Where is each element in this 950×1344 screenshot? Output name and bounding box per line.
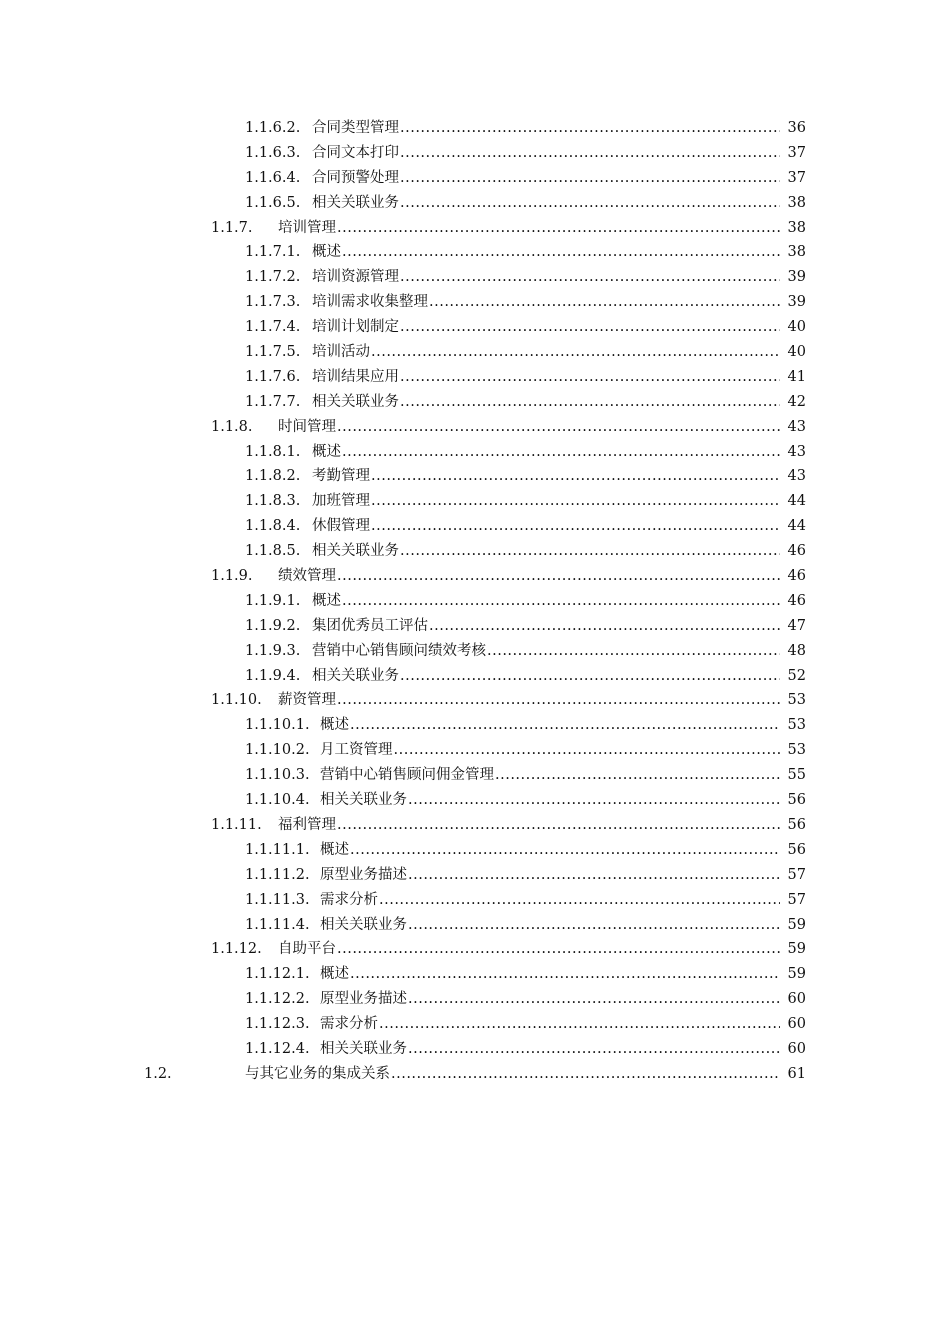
dot-leader	[400, 664, 780, 689]
toc-entry-body	[320, 713, 806, 738]
toc-entry-page-number: 55	[787, 767, 806, 784]
toc-entry[interactable]	[0, 1037, 950, 1062]
toc-entry[interactable]	[0, 440, 950, 465]
toc-entry[interactable]	[0, 813, 950, 838]
toc-entry[interactable]	[0, 415, 950, 440]
toc-entry-number: 1.1.7.2.	[245, 269, 301, 286]
toc-entry-title[interactable]: 薪资管理	[278, 692, 336, 709]
toc-entry[interactable]	[0, 614, 950, 639]
toc-entry-title[interactable]: 月工资管理	[320, 742, 393, 759]
toc-entry-title[interactable]: 合同预警处理	[312, 169, 399, 186]
toc-entry-body	[278, 216, 806, 241]
toc-entry[interactable]	[0, 564, 950, 589]
toc-entry-number: 1.1.9.	[211, 568, 253, 585]
toc-entry-body	[312, 240, 806, 265]
toc-entry-body	[320, 888, 806, 913]
toc-entry-title[interactable]: 培训结果应用	[312, 368, 399, 385]
toc-entry-page-number: 37	[787, 144, 806, 161]
toc-entry[interactable]	[0, 937, 950, 962]
toc-entry[interactable]	[0, 216, 950, 241]
toc-entry-page-number: 43	[787, 468, 806, 485]
dot-leader	[371, 340, 780, 365]
toc-entry-page-number: 56	[787, 841, 806, 858]
toc-entry-title[interactable]: 概述	[312, 592, 341, 609]
toc-entry-body	[312, 514, 806, 539]
toc-entry[interactable]	[0, 738, 950, 763]
toc-entry-title[interactable]: 与其它业务的集成关系	[245, 1065, 390, 1082]
dot-leader	[337, 216, 780, 241]
dot-leader	[337, 813, 780, 838]
dot-leader	[337, 564, 780, 589]
dot-leader	[400, 191, 780, 216]
toc-entry-page-number: 60	[787, 991, 806, 1008]
toc-entry-page-number: 53	[787, 742, 806, 759]
toc-entry-body	[312, 589, 806, 614]
dot-leader	[400, 390, 780, 415]
toc-entry[interactable]	[0, 390, 950, 415]
toc-entry-body	[312, 539, 806, 564]
toc-entry-title[interactable]: 概述	[312, 244, 341, 261]
toc-entry-page-number: 39	[787, 294, 806, 311]
toc-entry-body	[312, 664, 806, 689]
toc-entry-number: 1.1.10.4.	[245, 792, 310, 809]
toc-entry-number: 1.1.7.7.	[245, 393, 301, 410]
toc-entry-title[interactable]: 概述	[320, 717, 349, 734]
toc-entry[interactable]	[0, 589, 950, 614]
toc-entry-title[interactable]: 相关关联业务	[320, 916, 407, 933]
toc-entry-title[interactable]: 培训管理	[278, 219, 336, 236]
toc-entry-number: 1.1.8.	[211, 418, 253, 435]
toc-entry-title[interactable]: 时间管理	[278, 418, 336, 435]
table-of-contents	[0, 116, 950, 1087]
toc-entry-page-number: 37	[787, 169, 806, 186]
toc-entry-number: 1.1.9.4.	[245, 667, 301, 684]
toc-entry-page-number: 42	[787, 393, 806, 410]
toc-entry-title[interactable]: 概述	[320, 966, 349, 983]
toc-entry[interactable]	[0, 713, 950, 738]
toc-entry-title[interactable]: 考勤管理	[312, 468, 370, 485]
dot-leader	[400, 166, 780, 191]
dot-leader	[400, 365, 780, 390]
dot-leader	[350, 838, 780, 863]
toc-entry-number: 1.1.11.2.	[245, 866, 310, 883]
toc-entry-body	[312, 365, 806, 390]
toc-entry-page-number: 44	[787, 493, 806, 510]
toc-entry-number: 1.1.8.3.	[245, 493, 301, 510]
toc-entry-title[interactable]: 营销中心销售顾问绩效考核	[312, 642, 486, 659]
toc-entry[interactable]	[0, 539, 950, 564]
toc-entry[interactable]	[0, 116, 950, 141]
toc-entry-body	[278, 813, 806, 838]
toc-entry-number: 1.1.12.4.	[245, 1040, 310, 1057]
toc-entry-number: 1.1.10.1.	[245, 717, 310, 734]
toc-entry-number: 1.1.9.1.	[245, 592, 301, 609]
toc-entry-number: 1.1.7.6.	[245, 368, 301, 385]
toc-entry-number: 1.1.7.5.	[245, 344, 301, 361]
toc-entry-number: 1.1.8.5.	[245, 543, 301, 560]
toc-entry-page-number: 43	[787, 418, 806, 435]
toc-entry-page-number: 36	[787, 120, 806, 136]
toc-entry-number: 1.1.7.1.	[245, 244, 301, 261]
toc-entry-body	[312, 265, 806, 290]
toc-entry-number: 1.1.10.3.	[245, 767, 310, 784]
toc-entry-page-number: 39	[787, 269, 806, 286]
toc-entry-body	[320, 838, 806, 863]
toc-entry-body	[312, 116, 806, 141]
toc-entry-page-number: 57	[787, 866, 806, 883]
toc-entry-title[interactable]: 营销中心销售顾问佣金管理	[320, 767, 494, 784]
toc-entry-body	[320, 1037, 806, 1062]
toc-entry-title[interactable]: 概述	[320, 841, 349, 858]
toc-entry-title[interactable]: 培训资源管理	[312, 269, 399, 286]
toc-entry[interactable]	[0, 863, 950, 888]
toc-entry-title[interactable]: 培训活动	[312, 344, 370, 361]
toc-entry-page-number: 40	[787, 319, 806, 336]
toc-entry-title[interactable]: 相关关联业务	[312, 667, 399, 684]
toc-entry-number: 1.1.8.4.	[245, 518, 301, 535]
toc-entry-title[interactable]: 合同文本打印	[312, 144, 399, 161]
dot-leader	[487, 639, 780, 664]
dot-leader	[429, 290, 780, 315]
toc-entry-body	[312, 614, 806, 639]
toc-entry-body	[320, 962, 806, 987]
toc-entry-page-number: 59	[787, 916, 806, 933]
toc-entry-body	[312, 340, 806, 365]
toc-entry-title[interactable]: 相关关联业务	[312, 393, 399, 410]
dot-leader	[400, 116, 780, 141]
toc-entry[interactable]	[0, 913, 950, 938]
toc-entry-number: 1.2.	[144, 1065, 172, 1082]
toc-entry-body	[312, 489, 806, 514]
toc-entry-body	[320, 738, 806, 763]
toc-entry[interactable]	[0, 1062, 950, 1087]
toc-entry-page-number: 59	[787, 941, 806, 958]
toc-entry-body	[278, 688, 806, 713]
toc-entry-title[interactable]: 休假管理	[312, 518, 370, 535]
toc-entry-number: 1.1.12.1.	[245, 966, 310, 983]
toc-entry-page-number: 56	[787, 816, 806, 833]
toc-entry[interactable]	[0, 962, 950, 987]
toc-entry-number: 1.1.6.4.	[245, 169, 301, 186]
toc-entry[interactable]	[0, 664, 950, 689]
toc-entry-number: 1.1.12.	[211, 941, 262, 958]
dot-leader	[342, 440, 780, 465]
dot-leader	[400, 141, 780, 166]
toc-entry-title[interactable]: 加班管理	[312, 493, 370, 510]
toc-entry-number: 1.1.12.2.	[245, 991, 310, 1008]
toc-entry-body	[278, 937, 806, 962]
toc-entry-title[interactable]: 集团优秀员工评估	[312, 617, 428, 634]
dot-leader	[408, 987, 780, 1012]
dot-leader	[408, 863, 780, 888]
toc-entry-number: 1.1.7.4.	[245, 319, 301, 336]
dot-leader	[337, 415, 780, 440]
dot-leader	[342, 589, 780, 614]
toc-entry-body	[312, 390, 806, 415]
toc-entry[interactable]	[0, 265, 950, 290]
toc-entry[interactable]	[0, 340, 950, 365]
toc-entry-number: 1.1.11.	[211, 816, 262, 833]
toc-entry-body	[278, 415, 806, 440]
dot-leader	[408, 1037, 780, 1062]
toc-entry-body	[320, 863, 806, 888]
toc-entry-body	[320, 987, 806, 1012]
toc-entry-number: 1.1.6.2.	[245, 120, 301, 136]
toc-entry-body	[278, 564, 806, 589]
toc-entry-page-number: 60	[787, 1016, 806, 1033]
toc-entry-body	[312, 191, 806, 216]
toc-entry[interactable]	[0, 763, 950, 788]
toc-entry[interactable]	[0, 365, 950, 390]
toc-entry[interactable]	[0, 141, 950, 166]
toc-entry-page-number: 53	[787, 717, 806, 734]
toc-entry-title[interactable]: 绩效管理	[278, 568, 336, 585]
toc-entry-body	[312, 315, 806, 340]
dot-leader	[350, 713, 780, 738]
toc-entry-number: 1.1.9.3.	[245, 642, 301, 659]
dot-leader	[342, 240, 780, 265]
toc-entry[interactable]	[0, 639, 950, 664]
toc-entry-body	[312, 440, 806, 465]
toc-entry-title[interactable]: 培训计划制定	[312, 319, 399, 336]
toc-entry[interactable]	[0, 166, 950, 191]
toc-entry-number: 1.1.7.	[211, 219, 253, 236]
dot-leader	[400, 315, 780, 340]
dot-leader	[337, 688, 780, 713]
toc-entry[interactable]	[0, 838, 950, 863]
toc-entry-title[interactable]: 培训需求收集整理	[312, 294, 428, 311]
dot-leader	[495, 763, 780, 788]
toc-entry-title[interactable]: 需求分析	[320, 891, 378, 908]
toc-entry-number: 1.1.6.5.	[245, 194, 301, 211]
toc-entry-number: 1.1.10.2.	[245, 742, 310, 759]
dot-leader	[350, 962, 780, 987]
toc-entry[interactable]	[0, 514, 950, 539]
toc-entry-number: 1.1.6.3.	[245, 144, 301, 161]
dot-leader	[391, 1062, 780, 1087]
toc-entry-body	[312, 464, 806, 489]
toc-entry[interactable]	[0, 191, 950, 216]
dot-leader	[400, 265, 780, 290]
toc-entry-page-number: 46	[787, 543, 806, 560]
toc-entry-title[interactable]: 概述	[312, 443, 341, 460]
dot-leader	[371, 514, 780, 539]
toc-entry[interactable]	[0, 788, 950, 813]
dot-leader	[408, 913, 780, 938]
toc-entry-page-number: 53	[787, 692, 806, 709]
toc-entry-title[interactable]: 需求分析	[320, 1016, 378, 1033]
toc-entry-body	[320, 763, 806, 788]
toc-entry-title[interactable]: 相关关联业务	[312, 194, 399, 211]
toc-entry-page-number: 46	[787, 592, 806, 609]
toc-entry-number: 1.1.11.4.	[245, 916, 310, 933]
toc-entry-page-number: 41	[787, 368, 806, 385]
toc-entry-page-number: 47	[787, 617, 806, 634]
toc-entry-page-number: 56	[787, 792, 806, 809]
toc-entry-page-number: 57	[787, 891, 806, 908]
toc-entry-title[interactable]: 相关关联业务	[320, 792, 407, 809]
toc-entry-number: 1.1.11.1.	[245, 841, 310, 858]
toc-entry-page-number: 52	[787, 667, 806, 684]
toc-entry-body	[312, 141, 806, 166]
toc-entry-title[interactable]: 相关关联业务	[320, 1040, 407, 1057]
dot-leader	[394, 738, 781, 763]
toc-entry-title[interactable]: 相关关联业务	[312, 543, 399, 560]
toc-entry-number: 1.1.8.2.	[245, 468, 301, 485]
dot-leader	[400, 539, 780, 564]
dot-leader	[429, 614, 780, 639]
dot-leader	[337, 937, 780, 962]
toc-entry-body	[320, 1012, 806, 1037]
toc-entry-body	[320, 913, 806, 938]
toc-entry[interactable]	[0, 987, 950, 1012]
toc-entry-page-number: 48	[787, 642, 806, 659]
toc-entry-body	[312, 290, 806, 315]
toc-entry-page-number: 40	[787, 344, 806, 361]
dot-leader	[379, 888, 780, 913]
toc-entry[interactable]	[0, 1012, 950, 1037]
toc-entry-title[interactable]: 原型业务描述	[320, 866, 407, 883]
dot-leader	[371, 464, 780, 489]
toc-entry[interactable]	[0, 888, 950, 913]
toc-entry-page-number: 44	[787, 518, 806, 535]
toc-entry-title[interactable]: 合同类型管理	[312, 120, 399, 136]
toc-entry-number: 1.1.11.3.	[245, 891, 310, 908]
toc-entry-page-number: 59	[787, 966, 806, 983]
toc-entry-page-number: 38	[787, 219, 806, 236]
toc-entry[interactable]	[0, 464, 950, 489]
toc-entry[interactable]	[0, 489, 950, 514]
toc-entry-body	[320, 788, 806, 813]
toc-entry-title[interactable]: 自助平台	[278, 941, 336, 958]
toc-entry-number: 1.1.8.1.	[245, 443, 301, 460]
toc-entry-page-number: 60	[787, 1040, 806, 1057]
toc-entry-page-number: 38	[787, 194, 806, 211]
dot-leader	[371, 489, 780, 514]
toc-entry-number: 1.1.12.3.	[245, 1016, 310, 1033]
toc-entry-page-number: 43	[787, 443, 806, 460]
toc-entry-body	[312, 639, 806, 664]
toc-entry[interactable]	[0, 290, 950, 315]
toc-entry[interactable]	[0, 240, 950, 265]
toc-entry-page-number: 61	[787, 1065, 806, 1082]
toc-entry[interactable]	[0, 688, 950, 713]
toc-entry-body	[312, 166, 806, 191]
toc-entry-page-number: 46	[787, 568, 806, 585]
toc-entry-page-number: 38	[787, 244, 806, 261]
toc-entry-number: 1.1.10.	[211, 692, 262, 709]
toc-entry[interactable]	[0, 315, 950, 340]
toc-entry-title[interactable]: 福利管理	[278, 816, 336, 833]
toc-entry-number: 1.1.7.3.	[245, 294, 301, 311]
dot-leader	[408, 788, 780, 813]
toc-entry-title[interactable]: 原型业务描述	[320, 991, 407, 1008]
toc-entry-number: 1.1.9.2.	[245, 617, 301, 634]
dot-leader	[379, 1012, 780, 1037]
toc-entry-body	[245, 1062, 806, 1087]
